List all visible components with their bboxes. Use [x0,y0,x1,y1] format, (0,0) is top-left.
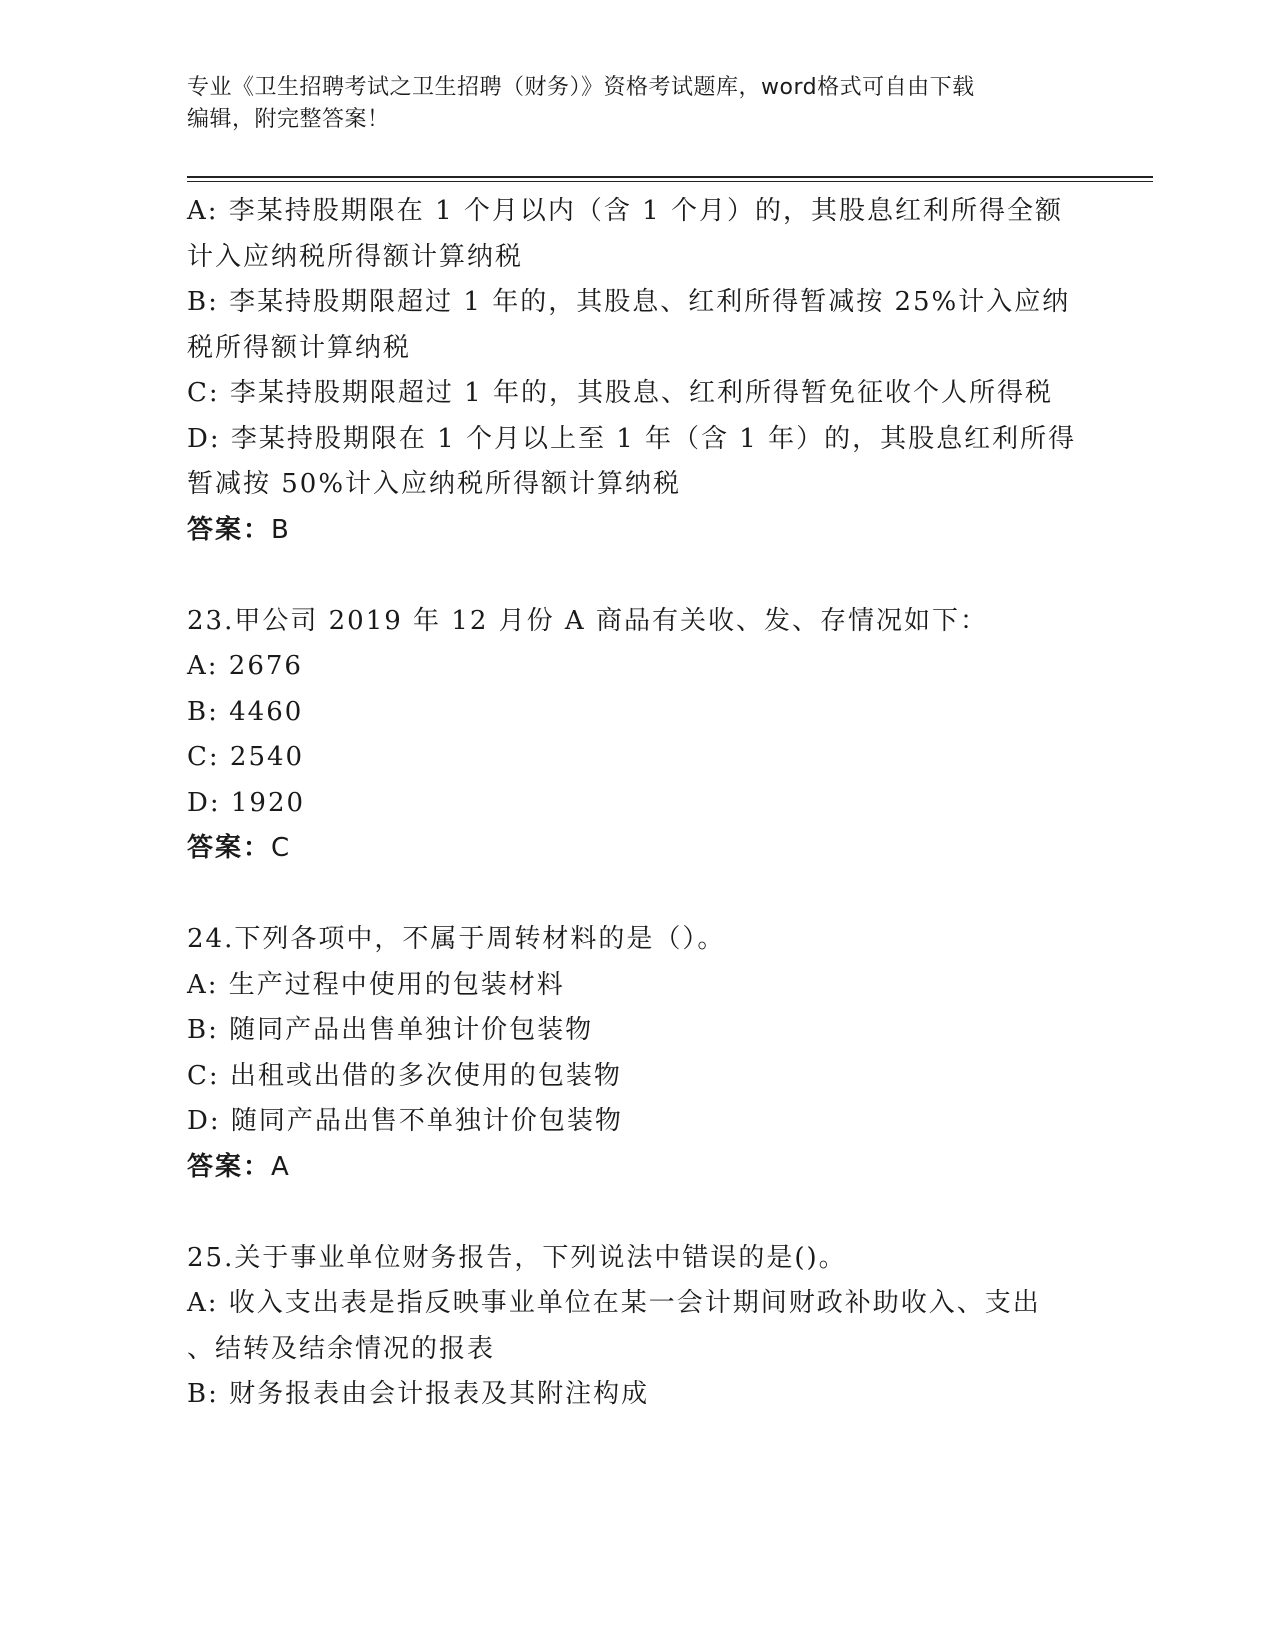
question-24 [187,917,1087,1190]
q22-answer [187,508,1087,554]
spacer [187,553,1087,599]
q25-stem: 25.关于事业单位财务报告，下列说法中错误的是()。 [187,1242,847,1273]
q25-option-a-line-1: A: 收入支出表是指反映事业单位在某一会计期间财政补助收入、支出 [187,1288,1041,1318]
q22-option-b-line-1: B: 李某持股期限超过 1 年的，其股息、红利所得暂减按 25%计入应纳 [187,287,1071,317]
q22-option-a-line-1: A: 李某持股期限在 1 个月以内（含 1 个月）的，其股息红利所得全额 [187,196,1063,226]
q24-option-d: D: 随同产品出售不单独计价包装物 [187,1106,623,1136]
q25-option-a-line-2: 、结转及结余情况的报表 [187,1333,496,1364]
spacer [187,872,1087,918]
q25-option-b: B: 财务报表由会计报表及其附注构成 [187,1379,650,1409]
q23-option-b: B: 4460 [187,696,304,727]
q24-option-a: A: 生产过程中使用的包装材料 [187,969,565,1000]
q24-stem: 24.下列各项中，不属于周转材料的是（）。 [187,924,726,954]
q22-option-d-line-1: D: 李某持股期限在 1 个月以上至 1 年（含 1 年）的，其股息红利所得 [187,423,1077,454]
q23-option-c: C: 2540 [187,742,305,772]
question-25 [187,1236,1087,1418]
q23-answer [187,826,1087,872]
q22-option-a-line-2: 计入应纳税所得额计算纳税 [187,241,524,272]
q24-answer [187,1145,1087,1191]
spacer [187,1190,1087,1236]
q23-stem: 23.甲公司 2019 年 12 月份 A 商品有关收、发、存情况如下： [187,605,988,636]
header-line-2: 编辑，附完整答案！ [187,107,390,132]
q22-answer-value: B [271,514,291,545]
header-divider-thin [187,181,1153,182]
q22-option-d-line-2: 暂减按 50%计入应纳税所得额计算纳税 [187,469,682,499]
q23-answer-value: C [271,833,292,863]
question-content [187,189,1087,1418]
question-22 [187,189,1087,553]
q23-option-d: D: 1920 [187,787,306,818]
document-header [187,72,1087,136]
q24-answer-label: 答案： [187,1151,272,1182]
q22-answer-label: 答案： [187,514,272,545]
q23-answer-label: 答案： [187,833,272,863]
q24-option-b: B: 随同产品出售单独计价包装物 [187,1015,594,1045]
q24-answer-value: A [271,1151,291,1182]
header-line-1: 专业《卫生招聘考试之卫生招聘（财务）》资格考试题库，word格式可自由下载 [187,75,975,100]
q22-option-c: C: 李某持股期限超过 1 年的，其股息、红利所得暂免征收个人所得税 [187,378,1053,408]
q23-option-a: A: 2676 [187,651,303,681]
q22-option-b-line-2: 税所得额计算纳税 [187,332,412,363]
header-divider-thick [187,176,1153,178]
q24-option-c: C: 出租或出借的多次使用的包装物 [187,1060,622,1091]
question-23 [187,599,1087,872]
